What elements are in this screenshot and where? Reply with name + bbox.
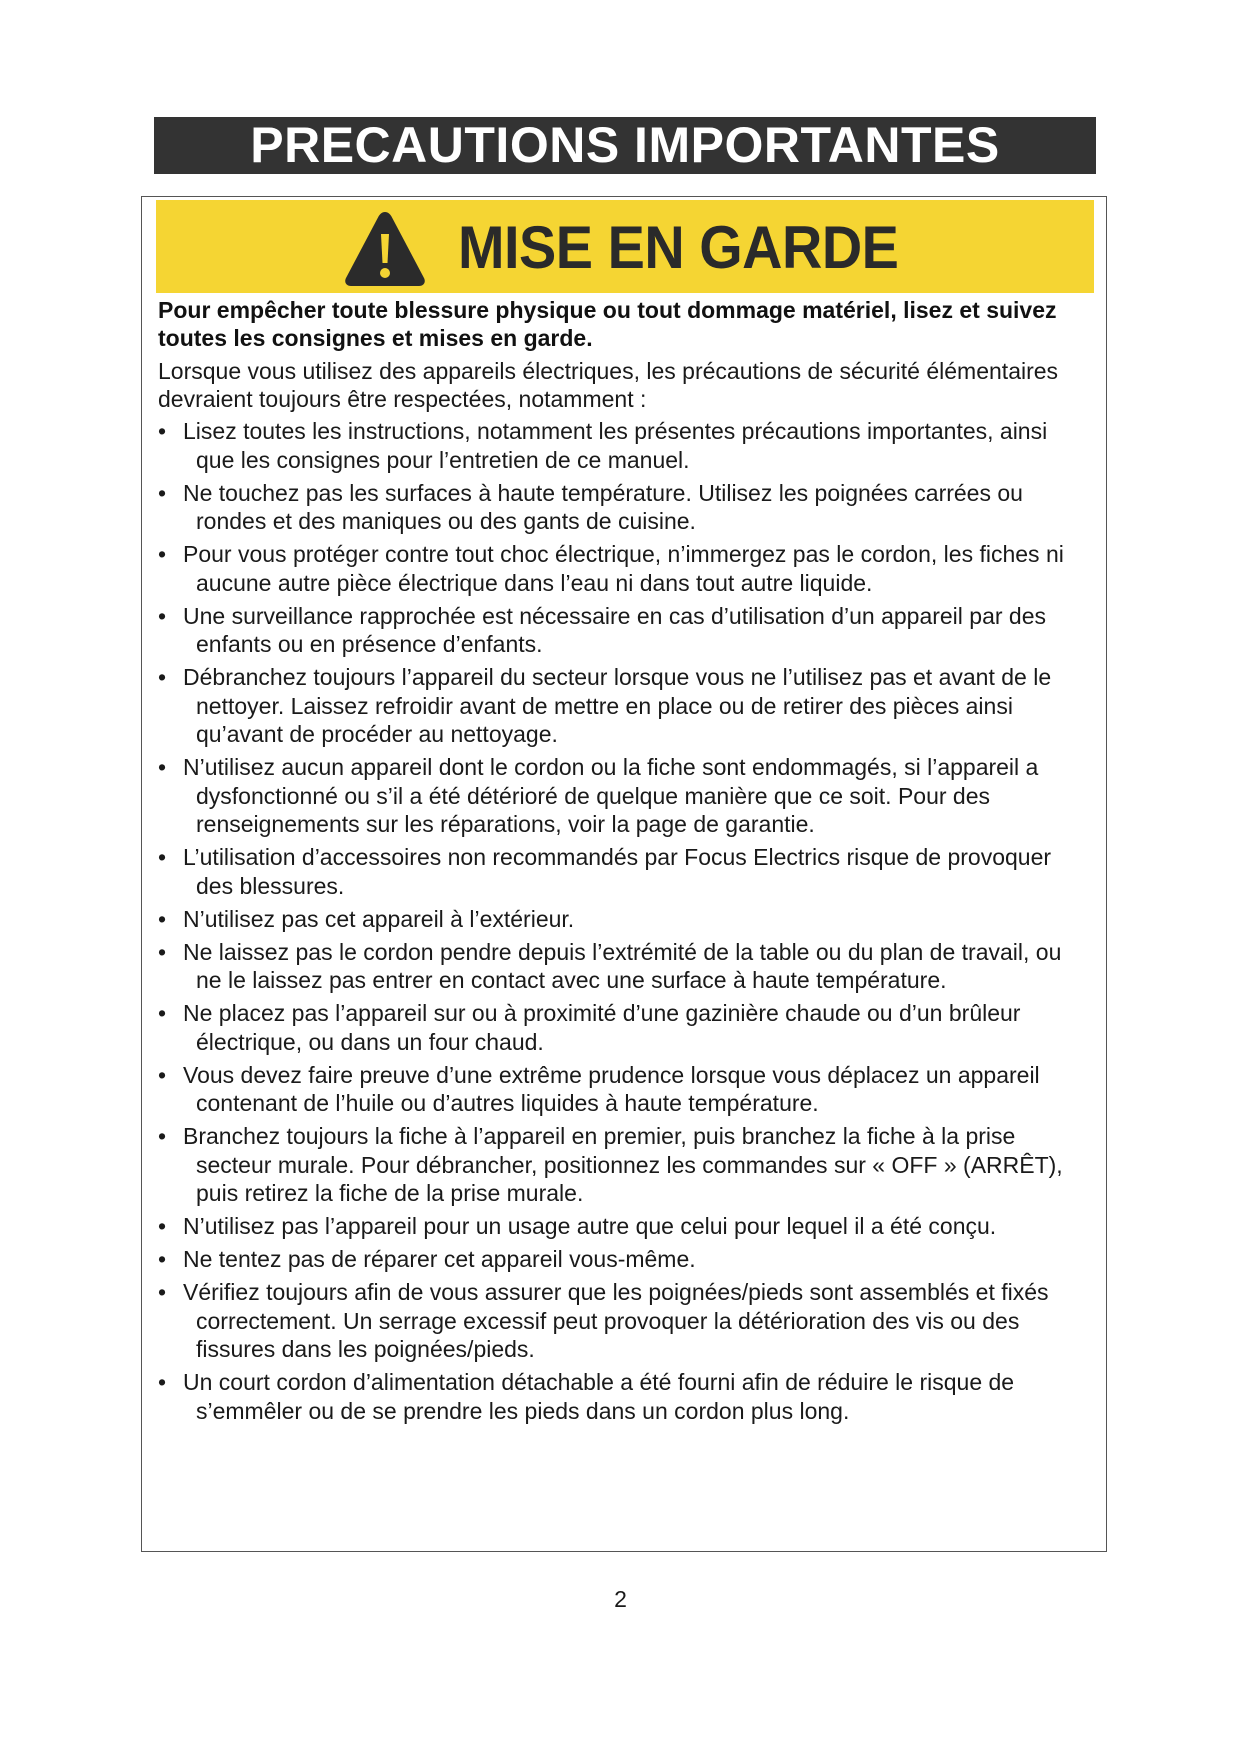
list-item xyxy=(158,540,1088,597)
list-item xyxy=(158,1368,1088,1425)
intro-bold-text: Pour empêcher toute blessure physique ou tout dommage matériel, lisez et suivez toutes les consignes et mises en garde. xyxy=(158,297,1057,351)
bullet-icon: • xyxy=(158,1000,167,1026)
list-item xyxy=(158,843,1088,900)
list-item-text: Une surveillance rapprochée est nécessaire en cas d’utilisation d’un appareil par des enfants ou en présence d’enfants. xyxy=(183,602,1047,657)
bullet-icon: • xyxy=(158,602,167,629)
list-item-text: Ne laissez pas le cordon pendre depuis l’extrémité de la table ou du plan de travail, ou ne le laissez pas entrer en contact avec une surface à haute température. xyxy=(183,938,1062,993)
list-item xyxy=(158,753,1088,839)
bullet-icon: • xyxy=(158,418,167,444)
bullet-icon: • xyxy=(158,1246,167,1272)
list-item xyxy=(158,1061,1088,1118)
list-item-text: Ne placez pas l’appareil sur ou à proximité d’une gazinière chaude ou d’un brûleur électrique, ou dans un four chaud. xyxy=(183,1000,1021,1055)
precautions-content xyxy=(158,296,1088,1430)
list-item xyxy=(158,602,1088,659)
bullet-icon: • xyxy=(158,1279,167,1305)
list-item xyxy=(158,905,1088,934)
list-item-text: L’utilisation d’accessoires non recommandés par Focus Electrics risque de provoquer des blessures. xyxy=(183,844,1052,899)
list-item xyxy=(158,938,1088,995)
page-number: 2 xyxy=(614,1586,627,1612)
list-item-text: Débranchez toujours l’appareil du secteur lorsque vous ne l’utilisez pas et avant de le nettoyer. Laissez refroidir avant de mettre en place ou de retirer des pièces ainsi qu’avant de procéder au nettoyage. xyxy=(183,664,1052,747)
bullet-icon: • xyxy=(158,844,167,870)
list-item-text: Un court cordon d’alimentation détachable a été fourni afin de réduire le risque de s’emmêler ou de se prendre les pieds dans un cordon plus long. xyxy=(183,1369,1015,1424)
list-item-text: N’utilisez pas cet appareil à l’extérieur. xyxy=(183,905,575,932)
bullet-icon: • xyxy=(158,479,167,506)
bullet-icon: • xyxy=(158,905,167,932)
list-item xyxy=(158,1245,1088,1274)
bullet-icon: • xyxy=(158,1369,167,1395)
list-item xyxy=(158,999,1088,1056)
list-item xyxy=(158,1212,1088,1241)
precaution-list xyxy=(158,417,1088,1425)
list-item-text: Vérifiez toujours afin de vous assurer que les poignées/pieds sont assemblés et fixés correctement. Un serrage excessif peut provoquer la détérioration des vis ou des fissures dans les poignées/pieds. xyxy=(183,1279,1049,1362)
list-item xyxy=(158,479,1088,536)
list-item xyxy=(158,417,1088,474)
list-item-text: Ne touchez pas les surfaces à haute température. Utilisez les poignées carrées ou rondes et des maniques ou des gants de cuisine. xyxy=(183,479,1023,534)
list-item-text: Lisez toutes les instructions, notamment les présentes précautions importantes, ainsi que les consignes pour l’entretien de ce manuel. xyxy=(183,418,1048,473)
list-item-text: Vous devez faire preuve d’une extrême prudence lorsque vous déplacez un appareil contenant de l’huile ou d’autres liquides à haute température. xyxy=(183,1061,1040,1116)
warning-triangle-icon xyxy=(343,208,427,288)
bullet-icon: • xyxy=(158,541,167,567)
bullet-icon: • xyxy=(158,1123,167,1149)
bullet-icon: • xyxy=(158,1061,167,1088)
list-item xyxy=(158,1278,1088,1364)
warning-banner xyxy=(156,200,1094,293)
page-title: PRECAUTIONS IMPORTANTES xyxy=(154,117,1096,174)
list-item xyxy=(158,663,1088,749)
list-item-text: Branchez toujours la fiche à l’appareil en premier, puis branchez la fiche à la prise secteur murale. Pour débrancher, positionnez les commandes sur « OFF » (ARRÊT), puis retirez la fiche de la prise murale. xyxy=(183,1123,1063,1206)
list-item-text: Pour vous protéger contre tout choc électrique, n’immergez pas le cordon, les fiches ni aucune autre pièce électrique dans l’eau ni dans tout autre liquide. xyxy=(183,541,1064,596)
bullet-icon: • xyxy=(158,938,167,965)
bullet-icon: • xyxy=(158,754,167,780)
warning-title: MISE EN GARDE xyxy=(458,214,899,281)
bullet-icon: • xyxy=(158,1213,167,1239)
list-item xyxy=(158,1122,1088,1208)
list-item-text: Ne tentez pas de réparer cet appareil vous-même. xyxy=(183,1246,696,1272)
intro-text: Lorsque vous utilisez des appareils électriques, les précautions de sécurité élémentaires devraient toujours être respectées, notamment : xyxy=(158,358,1059,412)
bullet-icon: • xyxy=(158,664,167,690)
list-item-text: N’utilisez aucun appareil dont le cordon ou la fiche sont endommagés, si l’appareil a dysfonctionné ou s’il a été détérioré de quelque manière que ce soit. Pour des renseignements sur les réparations, voir la page de garantie. xyxy=(183,754,1039,837)
list-item-text: N’utilisez pas l’appareil pour un usage autre que celui pour lequel il a été conçu. xyxy=(183,1213,997,1239)
